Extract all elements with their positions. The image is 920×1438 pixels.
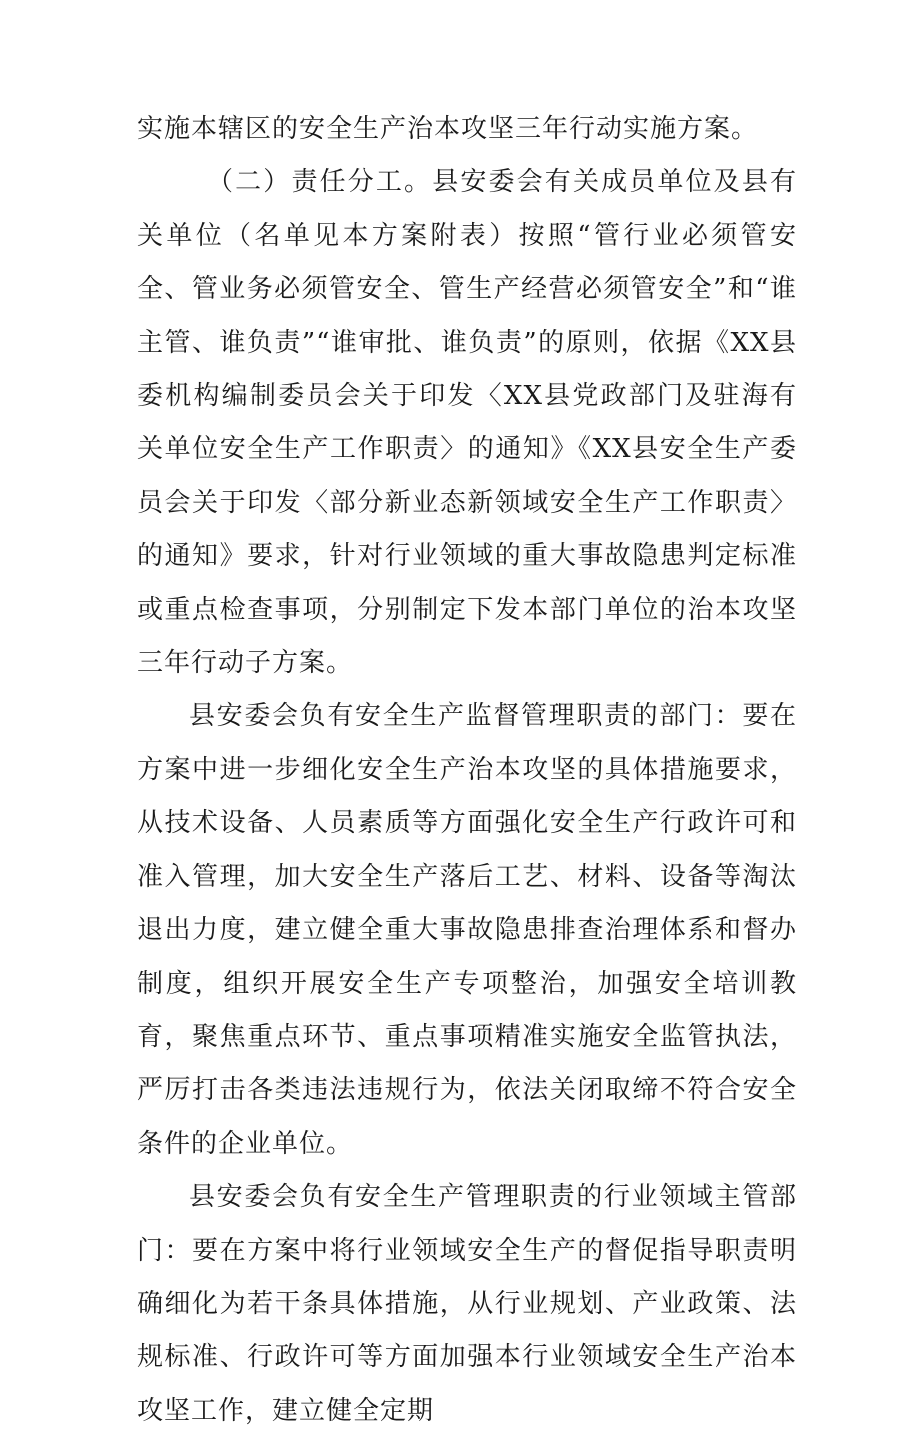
paragraph-responsibility-division: （二）责任分工。县安委会有关成员单位及县有关单位（名单见本方案附表）按照“管行业必须管安全、管业务必须管安全、管生产经营必须管安全”和“谁主管、谁负责”“谁审批、谁负责”的原则，依据《XX县委机构编制委员会关于印发〈XX县党政部门及驻海有关单位安全生产工作职责〉的通知》《XX县安全生产委员会关于印发〈部分新业态新领域安全生产工作职责〉的通知》要求，针对行业领域的重大事故隐患判定标准或重点检查事项，分别制定下发本部门单位的治本攻坚三年行动子方案。: [137, 167, 797, 679]
document-body: [137, 103, 797, 1438]
paragraph-supervision-departments: 县安委会负有安全生产监督管理职责的部门：要在方案中进一步细化安全生产治本攻坚的具体措施要求，从技术设备、人员素质等方面强化安全生产行政许可和准入管理，加大安全生产落后工艺、材料、设备等淘汰退出力度，建立健全重大事故隐患排查治理体系和督办制度，组织开展安全生产专项整治，加强安全培训教育，聚焦重点环节、重点事项精准实施安全监管执法，严厉打击各类违法违规行为，依法关闭取缔不符合安全条件的企业单位。: [137, 701, 797, 1159]
paragraph-industry-departments: 县安委会负有安全生产管理职责的行业领域主管部门：要在方案中将行业领域安全生产的督促指导职责明确细化为若干条具体措施，从行业规划、产业政策、法规标准、行政许可等方面加强本行业领域安全生产治本攻坚工作，建立健全定期: [137, 1182, 797, 1426]
paragraph-continuation: 实施本辖区的安全生产治本攻坚三年行动实施方案。: [137, 114, 759, 144]
